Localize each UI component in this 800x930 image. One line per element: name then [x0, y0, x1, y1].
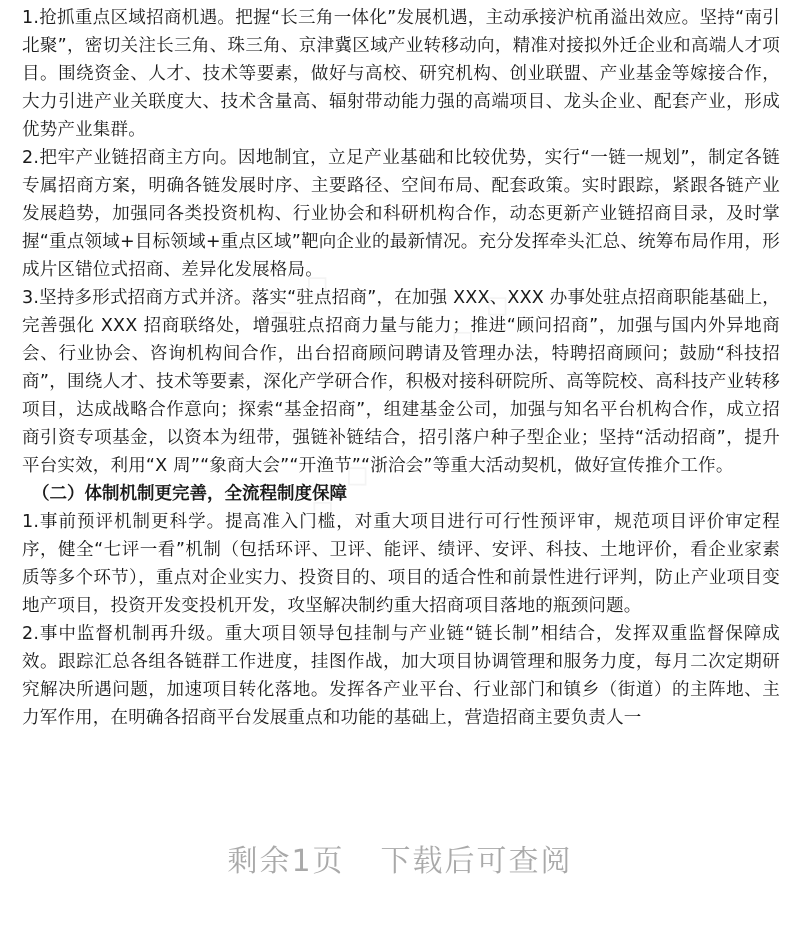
paragraph-1-1: 1.抢抓重点区域招商机遇。把握“长三角一体化”发展机遇，主动承接沪杭甬溢出效应。坚持“南引北聚”，密切关注长三角、珠三角、京津冀区域产业转移动向，精准对接拟外迁企业和高端人才项目。围绕资金、人才、技术等要素，做好与高校、研究机构、创业联盟、产业基金等嫁接合作，大力引进产业关联度大、技术含量高、辐射带动能力强的高端项目、龙头企业、配套产业，形成优势产业集群。	[22, 8, 780, 140]
paragraph-1-2: 2.把牢产业链招商主方向。因地制宜，立足产业基础和比较优势，实行“一链一规划”，制定各链专属招商方案，明确各链发展时序、主要路径、空间布局、配套政策。实时跟踪，紧跟各链产业发展趋势，加强同各类投资机构、行业协会和科研机构合作，动态更新产业链招商目录，及时掌握“重点领域+目标领域+重点区域”靶向企业的最新情况。充分发挥牵头汇总、统筹布局作用，形成片区错位式招商、差异化发展格局。	[22, 148, 780, 280]
paragraph-1-3: 3.坚持多形式招商方式并济。落实“驻点招商”，在加强 XXX、XXX 办事处驻点招商职能基础上，完善强化 XXX 招商联络处，增强驻点招商力量与能力；推进“顾问招商”，加强与国内外异地商会、行业协会、咨询机构间合作，出台招商顾问聘请及管理办法，特聘招商顾问；鼓励“科技招商”，围绕人才、技术等要素，深化产学研合作，积极对接科研院所、高等院校、高科技产业转移项目，达成战略合作意向；探索“基金招商”，组建基金公司，加强与知名平台机构合作，成立招商引资专项基金，以资本为纽带，强链补链结合，招引落户种子型企业；坚持“活动招商”，提升平台实效，利用“X 周”“象商大会”“开渔节”“浙洽会”等重大活动契机，做好宣传推介工作。	[22, 288, 780, 476]
remaining-pages-notice[interactable]	[0, 836, 800, 880]
paragraph-2-2: 2.事中监督机制再升级。重大项目领导包挂制与产业链“链长制”相结合，发挥双重监督保障成效。跟踪汇总各组各链群工作进度，挂图作战，加大项目协调管理和服务力度，每月二次定期研究解决所遇问题，加速项目转化落地。发挥各产业平台、行业部门和镇乡（街道）的主阵地、主力军作用，在明确各招商平台发展重点和功能的基础上，营造招商主要负责人一	[22, 624, 780, 728]
paragraph-2-1: 1.事前预评机制更科学。提高准入门槛，对重大项目进行可行性预评审，规范项目评价审定程序，健全“七评一看”机制（包括环评、卫评、能评、绩评、安评、科技、土地评价，看企业家素质等多个环节），重点对企业实力、投资目的、项目的适合性和前景性进行评判，防止产业项目变地产项目，投资开发变投机开发，攻坚解决制约重大招商项目落地的瓶颈问题。	[22, 512, 780, 616]
remaining-pages-label: 剩余1页	[227, 844, 345, 879]
content-fade	[0, 770, 800, 810]
section-heading-cut	[22, 0, 780, 4]
section-heading-2: （二）体制机制更完善，全流程制度保障	[32, 484, 347, 504]
download-hint-label: 下载后可查阅	[380, 844, 573, 879]
document-body	[22, 0, 780, 732]
